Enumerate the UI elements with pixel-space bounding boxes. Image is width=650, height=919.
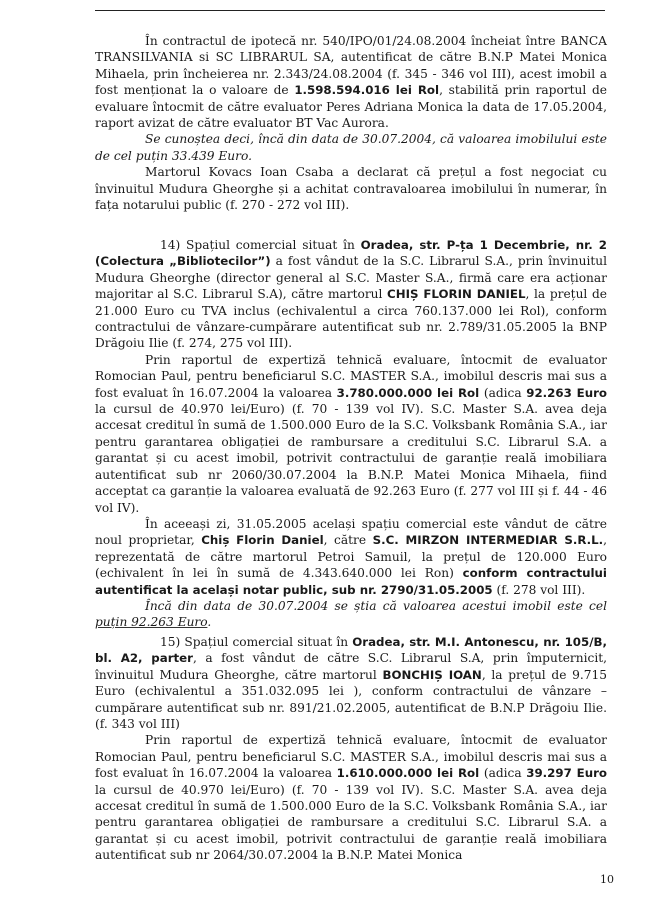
text-run: , la prețul de 9.715 Euro (echivalentul a 351.032.095 lei ), conform contractului de vânzare – cumpărare autentificat sub nr. 891/21.02.2005, autentificat de B.N.P Drăgoiu Ilie. (f. 343 vol III) bbox=[95, 667, 607, 732]
paragraph-15-intro bbox=[95, 634, 607, 732]
text-run: 14) Spațiul comercial situat în bbox=[160, 238, 361, 252]
text-run: În aceeași zi, 31.05.2005 același spațiu comercial este vândut de către noul proprietar, bbox=[95, 516, 607, 548]
paragraph-known-value: Se cunoștea deci, încă din data de 30.07.2004, că valoarea imobilului este de cel puțin 33.439 Euro. bbox=[95, 132, 607, 163]
text-run: , stabilită prin raportul de evaluare întocmit de către evaluator Peres Adriana Monica la data de 17.05.2004, raport avizat de către evaluator BT Vac Aurora. bbox=[95, 83, 608, 131]
text-run: a fost vândut de la S.C. Librarul S.A., prin învinuitul Mudura Gheorghe (director general al S.C. Master S.A., firmă care era acționar majoritar al S.C. Librarul S.A), către martorul bbox=[95, 254, 608, 302]
text-run: , reprezentată de către martorul Petroi Samuil, la prețul de 120.000 Euro (echivalent în lei în sumă de 4.343.640.000 lei Ron) bbox=[95, 533, 607, 581]
paragraph-14-resale bbox=[95, 516, 607, 598]
bold-amount: 1.610.000.000 lei Rol bbox=[336, 766, 480, 781]
paragraph-15-expertise bbox=[95, 732, 607, 863]
text-run: . bbox=[207, 615, 212, 630]
section-15 bbox=[95, 634, 607, 864]
text-run: (adica bbox=[479, 385, 527, 400]
text-run: , la prețul de 21.000 Euro cu TVA inclus (echivalentul a circa 760.137.000 lei Rol), conform contractului de vânzare-cumpărare autentificat sub nr. 2.789/31.05.2005 la BNP Drăgoiu Ilie (f. 274, 275 vol III). bbox=[95, 287, 607, 351]
text-run: la cursul de 40.970 lei/Euro) (f. 70 - 139 vol IV). S.C. Master S.A. avea deja accesat creditul în sumă de 1.500.000 Euro de la S.C. Volksbank România S.A., iar pentru garantarea obligației de rambursare a creditului S.C. Librarul S.A. a garantat și cu acest imobil, potrivit contractului de garanție reală imobiliara autentificat sub nr 2064/30.07.2004 la B.N.P. Matei Monica bbox=[95, 782, 607, 863]
bold-company: S.C. MIRZON INTERMEDIAR S.R.L. bbox=[372, 533, 604, 548]
paragraph-14-intro bbox=[95, 237, 607, 352]
bold-amount: 39.297 Euro bbox=[526, 766, 608, 781]
text-run: (f. 278 vol III). bbox=[492, 582, 586, 597]
text-run: Prin raportul de expertiză tehnică evaluare, întocmit de evaluator Romocian Paul, pentru beneficiarul S.C. MASTER S.A., imobilul descris mai sus a fost evaluat în 16.07.2004 la valoarea bbox=[95, 733, 607, 781]
paragraph-witness: Martorul Kovacs Ioan Csaba a declarat că prețul a fost negociat cu învinuitul Mudura Gheorghe și a achitat contravaloarea imobilului în numerar, în fața notarului public (f. 270 - 272 vol III). bbox=[95, 165, 607, 213]
text-run: , a fost vândut de către S.C. Librarul S.A, prin împuternicit, învinuitul Mudura Gheorghe, către martorul bbox=[95, 651, 607, 682]
text-run: 15) Spațiul comercial situat în bbox=[160, 635, 353, 649]
bold-address: Oradea, str. P-ța 1 Decembrie, nr. 2 (Colectura „Bibliotecilor”) bbox=[95, 238, 607, 269]
bold-amount: 92.263 Euro bbox=[526, 385, 608, 400]
bold-contract: conform contractului autentificat la același notar public, sub nr. 2790/31.05.2005 bbox=[95, 566, 607, 597]
paragraph-mortgage bbox=[95, 33, 607, 131]
paragraph-14-conclusion bbox=[95, 598, 607, 631]
bold-amount: 1.598.594.016 lei Rol bbox=[294, 83, 440, 98]
underlined-value: puțin 92.263 Euro bbox=[95, 615, 208, 630]
body-top bbox=[95, 33, 607, 213]
bold-address: Oradea, str. M.I. Antonescu, nr. 105/B, bl. A2, parter bbox=[95, 635, 607, 666]
bold-witness-name: CHIȘ FLORIN DANIEL bbox=[387, 287, 526, 302]
text-run: Prin raportul de expertiză tehnică evaluare, întocmit de evaluator Romocian Paul, pentru beneficiarul S.C. MASTER S.A., imobilul descris mai sus a fost evaluat în 16.07.2004 la valoarea bbox=[95, 352, 607, 400]
bold-name: Chiș Florin Daniel bbox=[201, 533, 324, 548]
text-run: (adica bbox=[479, 766, 527, 781]
text-run: la cursul de 40.970 lei/Euro) (f. 70 - 139 vol IV). S.C. Master S.A. avea deja accesat creditul în sumă de 1.500.000 Euro de la S.C. Volksbank România S.A., iar pentru garantarea obligației de rambursare a creditului S.C. Librarul S.A. a garantat și cu acest imobil, potrivit contractului de garanție reală imobiliara autentificat sub nr 2060/30.07.2004 la B.N.P. Matei Monica Mihaela, fiind acceptat ca garanție la valoarea evaluată de 92.263 Euro (f. 277 vol III și f. 44 - 46 vol IV). bbox=[95, 402, 607, 515]
bold-witness-name: BONCHIȘ IOAN bbox=[382, 667, 482, 682]
paragraph-14-expertise bbox=[95, 352, 607, 516]
bold-amount: 3.780.000.000 lei Rol bbox=[336, 385, 480, 400]
page-number: 10 bbox=[600, 873, 614, 886]
text-run: În contractul de ipotecă nr. 540/IPO/01/24.08.2004 încheiat între BANCA TRANSILVANIA si SC LIBRARUL SA, autentificat de către B.N.P Matei Monica Mihaela, prin încheierea nr. 2.343/24.08.2004 (f. 345 - 346 vol III), acest imobil a fost menționat la o valoare de bbox=[95, 34, 607, 98]
section-14 bbox=[95, 237, 607, 631]
text-run: Încă din data de 30.07.2004 se știa că valoarea acestui imobil este cel bbox=[145, 598, 607, 613]
text-run: , către bbox=[323, 533, 373, 548]
header-rule bbox=[95, 10, 605, 11]
